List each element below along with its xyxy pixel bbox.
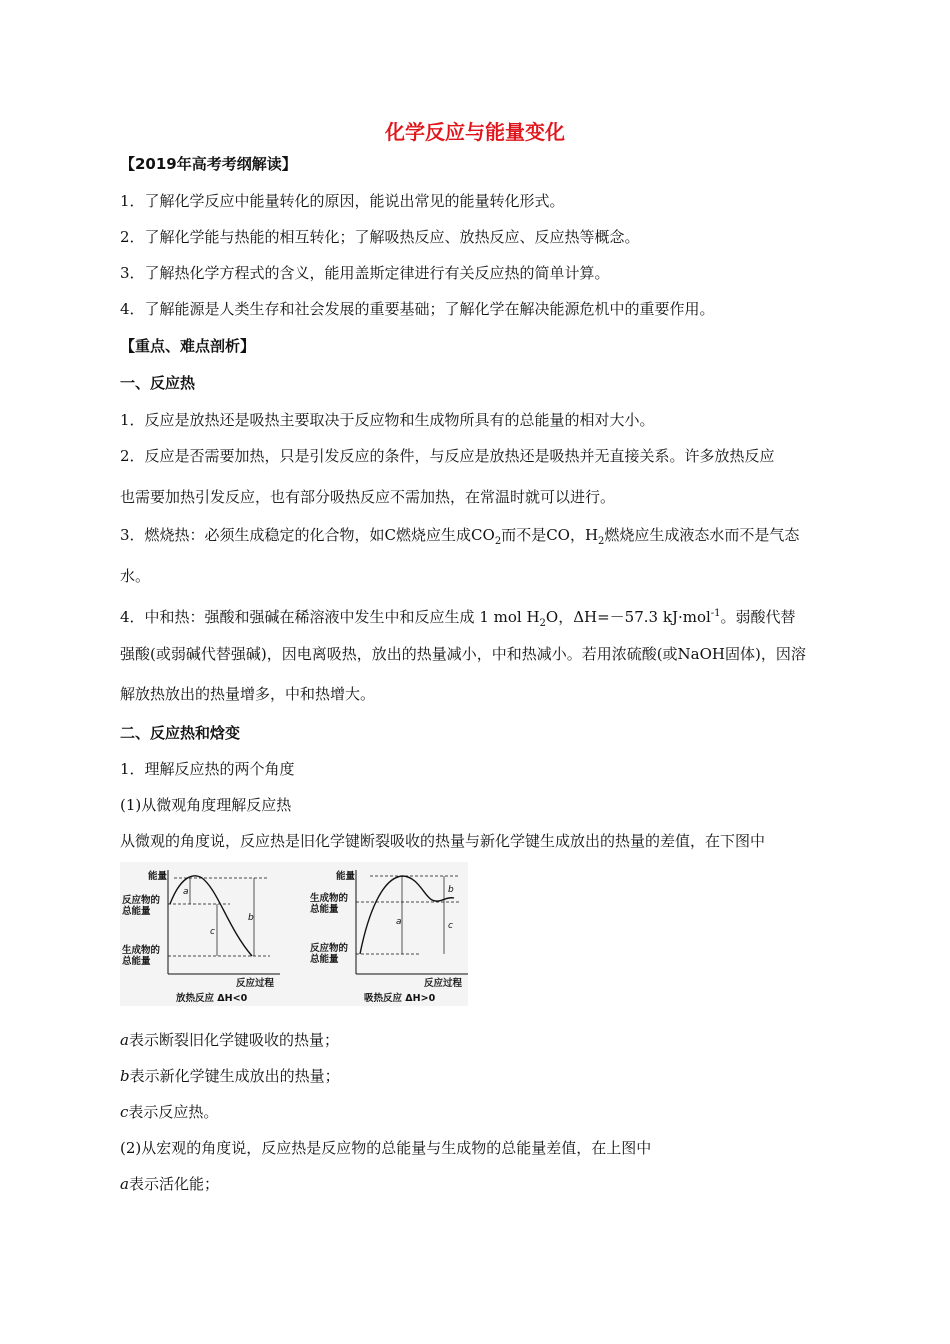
left-product-label-1: 生成物的 [122, 945, 161, 956]
p4-text-b: O，ΔH=－57.3 kJ·mol [545, 608, 711, 626]
definition-c-text: 表示反应热。 [128, 1103, 219, 1121]
right-x-label: 反应过程 [424, 978, 463, 989]
p3-text-b: 而不是CO，H [501, 526, 599, 544]
exam-item-4: 4．了解能源是人类生存和社会发展的重要基础；了解化学在解决能源危机中的重要作用。 [120, 300, 715, 318]
definition-a-activation-text: 表示活化能； [128, 1175, 219, 1193]
part1-paragraph-3-line-2: 水。 [120, 567, 151, 585]
left-product-label-2: 总能量 [122, 956, 151, 967]
left-reactant-label-1: 反应物的 [122, 895, 161, 906]
definition-b [120, 1066, 340, 1086]
exam-item-2: 2．了解化学能与热能的相互转化；了解吸热反应、放热反应、反应热等概念。 [120, 228, 640, 246]
definition-c [120, 1102, 218, 1122]
part1-paragraph-3-line-1 [120, 525, 799, 552]
left-mark-b: b [248, 913, 254, 923]
var-b: b [120, 1067, 130, 1085]
part1-paragraph-2-line-1: 2．反应是否需要加热，只是引发反应的条件，与反应是放热还是吸热并无直接关系。许多放热反应 [120, 447, 775, 465]
left-mark-a: a [183, 887, 189, 897]
right-mark-a: a [396, 917, 402, 927]
part1-heading: 一、反应热 [120, 374, 196, 392]
part1-paragraph-4-line-1 [120, 604, 796, 634]
var-a: a [120, 1031, 129, 1049]
definition-a-activation [120, 1174, 219, 1194]
left-y-label: 能量 [148, 871, 168, 882]
part1-paragraph-4-line-3: 解放热放出的热量增多，中和热增大。 [120, 685, 376, 703]
right-mark-b: b [448, 885, 454, 895]
page-title: 化学反应与能量变化 [385, 120, 565, 144]
part2-paragraph-1: 1．理解反应热的两个角度 [120, 760, 295, 778]
figure-background [120, 862, 468, 1006]
var-c: c [120, 1103, 129, 1121]
part2-paragraph-3: 从微观的角度说，反应热是旧化学键断裂吸收的热量与新化学键生成放出的热量的差值，在下图中 [120, 832, 766, 850]
exam-item-1: 1．了解化学反应中能量转化的原因，能说出常见的能量转化形式。 [120, 192, 565, 210]
part2-heading: 二、反应热和焓变 [120, 724, 241, 742]
right-reactant-label-1: 反应物的 [310, 943, 349, 954]
left-reactant-label-2: 总能量 [122, 906, 151, 917]
left-x-label: 反应过程 [236, 978, 275, 989]
part1-paragraph-1: 1．反应是放热还是吸热主要取决于反应物和生成物所具有的总能量的相对大小。 [120, 411, 655, 429]
p3-text-a: 3．燃烧热：必须生成稳定的化合物，如C燃烧应生成CO [120, 526, 495, 544]
part2-paragraph-4: (2)从宏观的角度说，反应热是反应物的总能量与生成物的总能量差值，在上图中 [120, 1139, 652, 1157]
p3-sub-1: 2 [494, 536, 502, 547]
p4-sub: 2 [539, 618, 546, 629]
part2-paragraph-2: (1)从微观角度理解反应热 [120, 796, 292, 814]
definition-a-text: 表示断裂旧化学键吸收的热量； [128, 1031, 339, 1049]
p4-sup: -1 [710, 608, 721, 619]
right-product-label-2: 总能量 [310, 904, 339, 915]
definition-a [120, 1030, 339, 1050]
right-reactant-label-2: 总能量 [310, 954, 339, 965]
left-caption: 放热反应 ΔH<0 [176, 993, 248, 1004]
energy-diagram-figure [120, 862, 468, 1006]
p4-text-a: 4．中和热：强酸和强碱在稀溶液中发生中和反应生成 1 mol H [120, 608, 540, 626]
left-mark-c: c [210, 927, 215, 937]
part1-paragraph-2-line-2: 也需要加热引发反应，也有部分吸热反应不需加热，在常温时就可以进行。 [120, 488, 616, 506]
exam-item-3: 3．了解热化学方程式的含义，能用盖斯定律进行有关反应热的简单计算。 [120, 264, 610, 282]
p4-text-c: 。弱酸代替 [720, 608, 796, 626]
right-y-label: 能量 [336, 871, 356, 882]
var-a-2: a [120, 1175, 129, 1193]
section-exam-heading: 【2019年高考考纲解读】 [120, 155, 297, 173]
right-product-label-1: 生成物的 [310, 893, 349, 904]
right-caption: 吸热反应 ΔH>0 [364, 993, 436, 1004]
part1-paragraph-4-line-2: 强酸(或弱碱代替强碱)，因电离吸热，放出的热量减小，中和热减小。若用浓硫酸(或NaOH固体)，因溶 [120, 645, 806, 663]
p3-text-c: 燃烧应生成液态水而不是气态 [604, 526, 800, 544]
right-mark-c: c [448, 921, 453, 931]
p3-sub-2: 2 [598, 536, 605, 547]
definition-b-text: 表示新化学键生成放出的热量； [129, 1067, 340, 1085]
section-key-heading: 【重点、难点剖析】 [120, 337, 256, 355]
